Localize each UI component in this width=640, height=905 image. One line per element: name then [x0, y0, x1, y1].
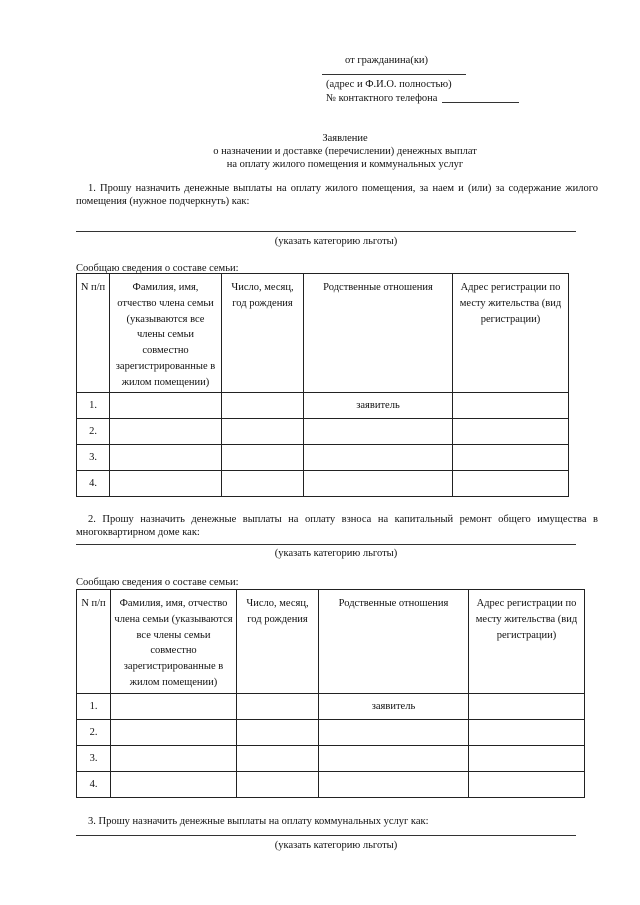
table-row — [77, 471, 569, 497]
name-cell[interactable] — [110, 471, 222, 497]
header-full-name: Фамилия, имя, отчество члена семьи (указываются все члены семьи совместно зарегистрированные в жилом помещении) — [111, 590, 237, 694]
name-cell[interactable] — [111, 772, 237, 798]
address-cell[interactable] — [453, 471, 569, 497]
name-cell[interactable] — [110, 393, 222, 419]
birth-date-cell[interactable] — [222, 419, 304, 445]
section-3-paragraph: 3. Прошу назначить денежные выплаты на оплату коммунальных услуг как: — [88, 816, 429, 827]
row-num: 2. — [77, 720, 111, 746]
phone-input-line[interactable] — [442, 102, 519, 103]
birth-date-cell[interactable] — [237, 772, 319, 798]
birth-date-cell[interactable] — [222, 471, 304, 497]
title-line-1: Заявление — [322, 133, 368, 144]
address-cell[interactable] — [469, 720, 585, 746]
address-cell[interactable] — [469, 746, 585, 772]
section-2-category-hint: (указать категорию льготы) — [274, 548, 398, 559]
address-label: (адрес и Ф.И.О. полностью) — [326, 79, 452, 90]
section-1-category-hint: (указать категорию льготы) — [274, 236, 398, 247]
name-cell[interactable] — [110, 419, 222, 445]
family-table-2 — [76, 589, 585, 798]
table-row — [77, 419, 569, 445]
row-num: 3. — [77, 445, 110, 471]
birth-date-cell[interactable] — [237, 720, 319, 746]
table-header-row — [77, 590, 585, 694]
from-citizen-label: от гражданина(ки) — [345, 55, 429, 66]
title-line-2: о назначении и доставке (перечислении) денежных выплат — [213, 146, 477, 158]
table-header-row — [77, 274, 569, 393]
relation-cell[interactable] — [319, 720, 469, 746]
table-row — [77, 720, 585, 746]
relation-cell[interactable] — [304, 445, 453, 471]
address-input-line[interactable] — [322, 74, 466, 75]
table-row — [77, 746, 585, 772]
relation-cell[interactable] — [304, 471, 453, 497]
header-address: Адрес регистрации по месту жительства (вид регистрации) — [453, 274, 569, 393]
table-row — [77, 445, 569, 471]
relation-cell[interactable]: заявитель — [304, 393, 453, 419]
document-title — [150, 132, 540, 171]
header-address: Адрес регистрации по месту жительства (вид регистрации) — [469, 590, 585, 694]
relation-cell[interactable] — [319, 772, 469, 798]
name-cell[interactable] — [111, 720, 237, 746]
table-row — [77, 393, 569, 419]
section-3-text — [76, 815, 598, 828]
row-num: 4. — [77, 471, 110, 497]
header-birth-date: Число, месяц, год рождения — [222, 274, 304, 393]
header-birth-date: Число, месяц, год рождения — [237, 590, 319, 694]
section-2-text — [76, 513, 598, 539]
family-label-2: Сообщаю сведения о составе семьи: — [76, 577, 239, 588]
row-num: 4. — [77, 772, 111, 798]
family-label-1: Сообщаю сведения о составе семьи: — [76, 263, 239, 274]
birth-date-cell[interactable] — [222, 445, 304, 471]
address-cell[interactable] — [453, 445, 569, 471]
section-1-category-line[interactable] — [76, 231, 576, 232]
header-full-name: Фамилия, имя, отчество члена семьи (указываются все члены семьи совместно зарегистрированные в жилом помещении) — [110, 274, 222, 393]
header-num: N п/п — [77, 590, 111, 694]
address-cell[interactable] — [453, 393, 569, 419]
relation-cell[interactable]: заявитель — [319, 694, 469, 720]
address-cell[interactable] — [469, 772, 585, 798]
header-relation: Родственные отношения — [304, 274, 453, 393]
section-3-category-hint: (указать категорию льготы) — [274, 840, 398, 851]
relation-cell[interactable] — [319, 746, 469, 772]
section-2-category-line[interactable] — [76, 544, 576, 545]
row-num: 1. — [77, 694, 111, 720]
birth-date-cell[interactable] — [237, 694, 319, 720]
name-cell[interactable] — [110, 445, 222, 471]
title-line-3: на оплату жилого помещения и коммунальных услуг — [226, 159, 464, 171]
name-cell[interactable] — [111, 694, 237, 720]
table-row — [77, 694, 585, 720]
section-2-paragraph: 2. Прошу назначить денежные выплаты на оплату взноса на капитальный ремонт общего имущества в многоквартирном доме как: — [76, 514, 598, 539]
table-row — [77, 772, 585, 798]
header-num: N п/п — [77, 274, 110, 393]
section-1-text — [76, 182, 598, 208]
header-relation: Родственные отношения — [319, 590, 469, 694]
birth-date-cell[interactable] — [237, 746, 319, 772]
section-3-category-line[interactable] — [76, 835, 576, 836]
address-cell[interactable] — [469, 694, 585, 720]
address-cell[interactable] — [453, 419, 569, 445]
phone-label: № контактного телефона — [326, 93, 438, 104]
family-table-1 — [76, 273, 569, 497]
birth-date-cell[interactable] — [222, 393, 304, 419]
name-cell[interactable] — [111, 746, 237, 772]
row-num: 3. — [77, 746, 111, 772]
row-num: 2. — [77, 419, 110, 445]
section-1-paragraph: 1. Прошу назначить денежные выплаты на оплату жилого помещения, за наем и (или) за содержание жилого помещения (нужное подчеркнуть) как: — [76, 183, 598, 208]
row-num: 1. — [77, 393, 110, 419]
relation-cell[interactable] — [304, 419, 453, 445]
